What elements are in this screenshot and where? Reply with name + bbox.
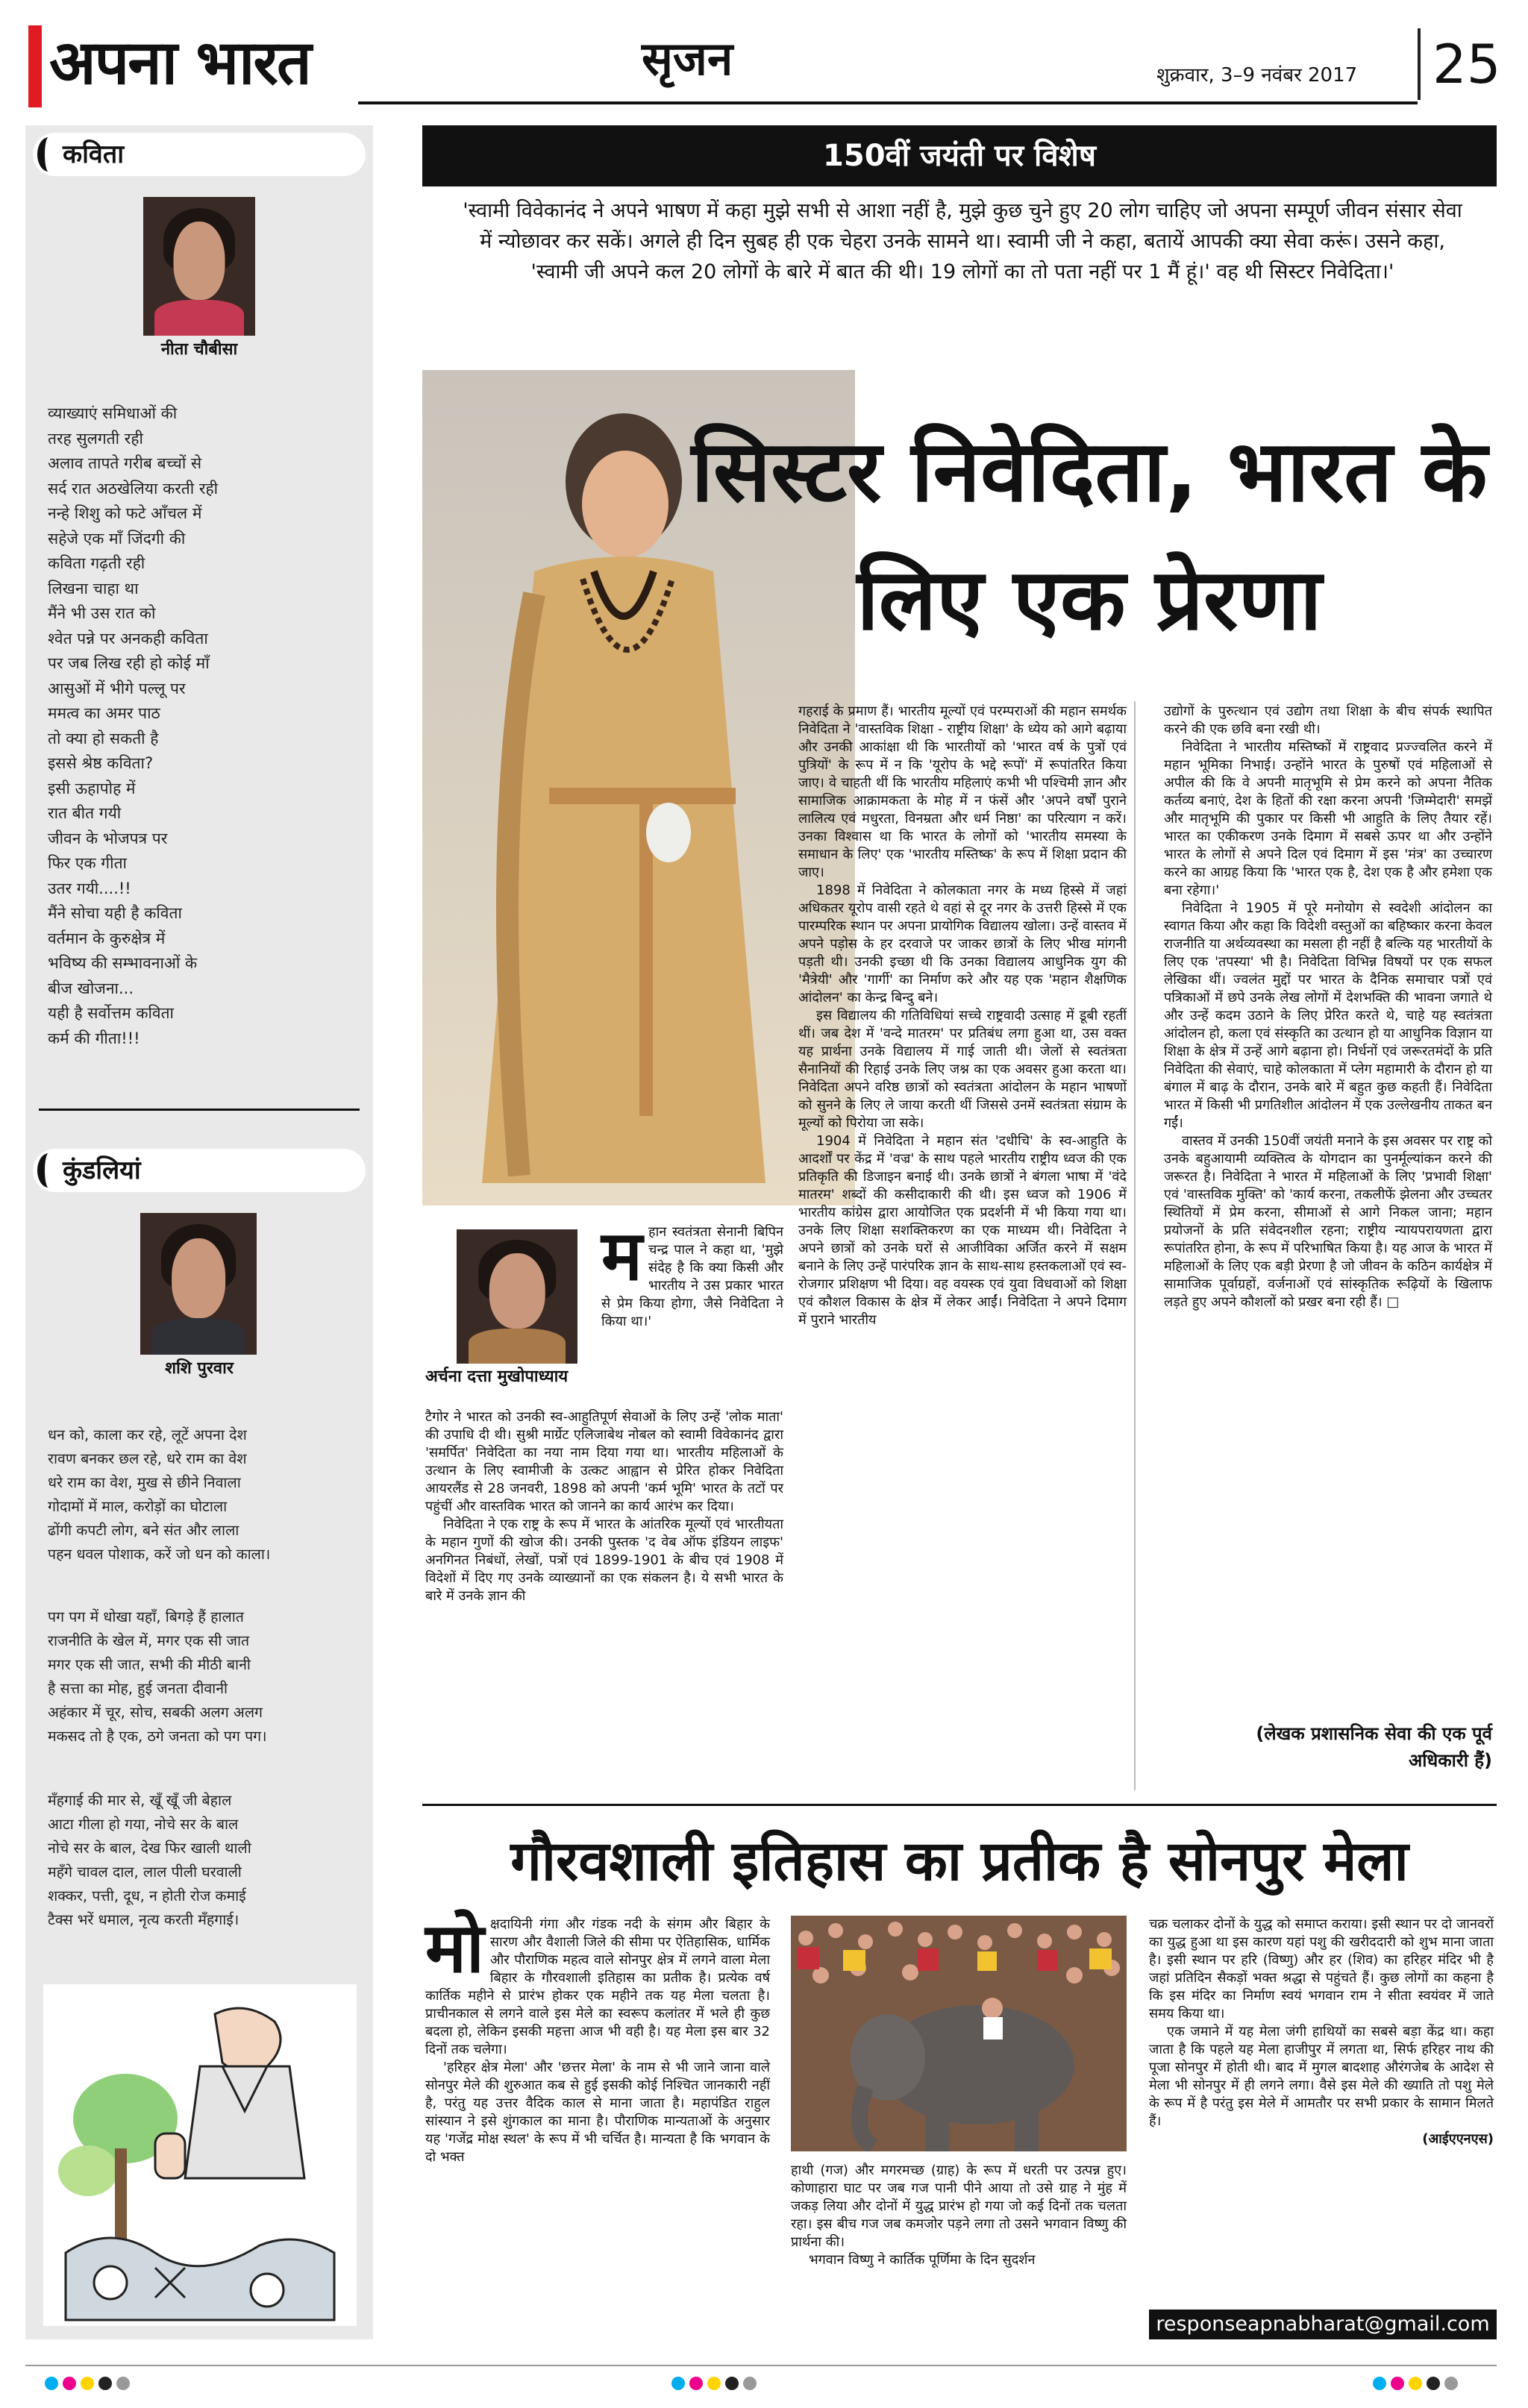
magenta-dot — [689, 2377, 703, 2390]
masthead-separator — [1418, 28, 1421, 100]
sonpur-paragraph-6: एक जमाने में यह मेला जंगी हाथियों का सबसे बड़ा केंद्र था। कहा जाता है कि पहले यह मेला हाजीपुर में लगता था, सिर्फ हरिहर नाथ की पूजा सोनपुर में होती थी। बाद में मुगल बादशाह औरंगजेब के आदेश से मेला भी सोनपुर में ही लगने लगा। वैसे इस मेले की ख्याति तो पशु मेले के रूप में है परंतु इस मेले में आमतौर पर सभी प्रकार के सामान मिलते हैं। — [1149, 2024, 1494, 2129]
column-3-paragraph: उद्योगों के पुरुत्थान एवं उद्योग तथा शिक्षा के बीच संपर्क स्थापित करने की एक छवि बना रखी थी। — [1164, 703, 1492, 737]
registration-marks-right — [1373, 2377, 1462, 2393]
column-2 — [798, 703, 1127, 1329]
black-dot — [1427, 2377, 1440, 2390]
column-2-paragraph-4: 1904 में निवेदिता ने महान संत 'दधीचि' के स्व-आहुति के आदर्शों पर केंद्र में 'वज्र' के साथ पहले भारतीय राष्ट्रीय ध्वज की एक प्रतिकृति की डिजाइन बनाई थी। उनके छात्रों ने बंगला भाषा में 'वंदे मातरम' शब्दों की कसीदाकारी की थी। इस ध्वज को 1906 में भारतीय कांग्रेस द्वारा आयोजित एक प्रदर्शनी में भी किया गया था। उनके लिए शिक्षा सशक्तिकरण का एक माध्यम थी। निवेदिता ने अपने छात्रों को उनके घरों से आजीविका अर्जित करने में सक्षम बनाने के लिए उन्हें पारंपरिक ज्ञान के साथ-साथ हस्तकलाओं एवं स्व-रोजगार प्रशिक्षण भी दिया। वह वयस्क एवं युवा विधवाओं को शिक्षा एवं कौशल विकास के क्षेत्र में लेकर आईं। निवेदिता ने अपने दिमाग में पुराने भारतीय — [798, 1133, 1127, 1328]
column-3-paragraph-2: निवेदिता ने भारतीय मस्तिष्कों में राष्ट्रवाद प्रज्ज्वलित करने में महान भूमिका निभाई। उन्होंने भारत के पुरुषों एवं महिलाओं से अपील की कि वे अपनी मातृभूमि से प्रेम करने को अपना नैतिक कर्तव्य बनाएं, देश के हितों की रक्षा करना अपनी 'जिम्मेदारी' समझें और मातृभूमि की पुकार पर किसी भी आहुति के लिए तैयार रहें। भारत का एकीकरण उनके दिमाग में सबसे ऊपर था और उन्होंने भारत के लोगों से अपने दिल एवं दिमाग में इस 'मंत्र' का उच्चारण करने का आग्रह किया कि 'भारत एक है, देश एक है और हमेशा एक बना रहेगा।' — [1164, 739, 1492, 898]
gray-dot — [116, 2377, 130, 2390]
column-1-paragraph-2: निवेदिता ने एक राष्ट्र के रूप में भारत के आंतरिक मूल्यों एवं भारतीयता के महान गुणों की खोज की। उनकी पुस्तक 'द वेब ऑफ इंडियन लाइफ' अनगिनत निबंधों, लेखों, पत्रों एवं 1899-1901 के बीच एवं 1908 में विदेशों में दिए गए उनके व्याख्यानों का एक संकलन है। ये सभी भारत के बारे में उनके ज्ञान की — [425, 1517, 783, 1604]
column-2-paragraph-3: इस विद्यालय की गतिविधियां सच्चे राष्ट्रवादी उत्साह में डूबी रहतीं थीं। जब देश में 'वन्दे मातरम' पर प्रतिबंध लगा हुआ था, उस वक्त यह प्रार्थना उनके विद्यालय में गाई जाती थी। जेलों से स्वतंत्रता सैनानियों की रिहाई उनके लिए जश्न का एक अवसर हुआ करता था। निवेदिता अपने वरिष्ठ छात्रों को स्वतंत्रता आंदोलन के महान भाषणों को सुनने के लिए ले जाया करती थीं जिससे उनमें स्वतंत्रता संग्राम के मूल्यों को पिरोया जा सके। — [798, 1008, 1127, 1131]
kundaliyan-author-name: शशि पुरवार — [165, 1359, 234, 1378]
kavita-poem: व्याख्याएं समिधाओं की तरह सुलगती रही अलाव तापते गरीब बच्चों से सर्द रात अठखेलिया करती रही नन्हे शिशु को फटे आँचल में सहेजे एक माँ जिंदगी की कविता गढ़ती रही लिखना चाहा था मैंने भी उस रात को श्वेत पन्ने पर अनकही कविता पर जब लिख रही हो कोई माँ आसुओं में भीगे पल्लू पर ममत्व का अमर पाठ तो क्या हो सकती है इससे श्रेष्ठ कविता? इसी ऊहापोह में रात बीत गयी जीवन के भोजपत्र पर फिर एक गीता उतर गयी....!! मैंने सोचा यही है कविता वर्तमान के कुरुक्षेत्र में भविष्य की सम्भावनाओं के बीज खोजना... यही है सर्वोत्तम कविता कर्म की गीता!!! — [48, 404, 219, 1047]
column-1 — [425, 1408, 783, 1605]
kavita-author-photo — [143, 197, 255, 336]
black-dot — [725, 2377, 739, 2390]
sonpur-fair-photo — [791, 1916, 1127, 2151]
sidebar-divider — [39, 1109, 360, 1111]
page-bottom-rule — [25, 2365, 1497, 2366]
sonpur-source: (आईएएनएस) — [1422, 2131, 1494, 2147]
sonpur-headline: गौरवशाली इतिहास का प्रतीक है सोनपुर मेला — [510, 1829, 1409, 1893]
intro-quote: 'स्वामी विवेकानंद ने अपने भाषण में कहा मुझे सभी से आशा नहीं है, मुझे कुछ चुने हुए 20 लोग चाहिए जो अपना सम्पूर्ण जीवन संसार सेवा में न्योछावर कर सकें। अगले ही दिन सुबह ही एक चेहरा उनके सामने था। स्वामी जी ने कहा, बतायें आपकी क्या सेवा करूं। उसने कहा, 'स्वामी जी अपने कल 20 लोगों के बारे में बात की थी। 19 लोगों का तो पता नहीं पर 1 मैं हूं।' वह थी सिस्टर निवेदिता।' — [463, 199, 1462, 283]
kundaliyan-verse-2: पग पग में धोखा यहाँ, बिगड़े हैं हालात राजनीति के खेल में, मगर एक सी जात मगर एक सी जात, सभी की मीठी बानी है सत्ता का मोह, हुई जनता दीवानी अहंकार में चूर, सोच, सबकी अलग अलग मकसद तो है एक, ठगे जनता को पग पग। — [48, 1608, 267, 1745]
registration-marks-center — [671, 2377, 761, 2393]
kavita-author-name: नीता चौबीसा — [160, 340, 238, 359]
sonpur-paragraph-1: क्षदायिनी गंगा और गंडक नदी के संगम और बिहार के सारण और वैशाली जिले की सीमा पर ऐतिहासिक, धार्मिक और पौराणिक महत्व वाले सोनपुर क्षेत्र में लगने वाला मेला बिहार के गौरवशाली इतिहास का प्रतीक है। प्रत्येक वर्ष कार्तिक महीने से प्रारंभ होकर एक महीने तक यह मेला चलता है। प्राचीनकाल से लगने वाले इस मेले का स्वरूप कलांतर में भले ही कुछ बदला हो, लेकिन इसकी महत्ता आज भी वही है। यह मेला इस बार 32 दिनों तक चलेगा। — [425, 1916, 770, 2057]
gray-dot — [743, 2377, 757, 2390]
main-headline: सिस्टर निवेदिता, भारत के लिए एक प्रेरणा — [691, 421, 1488, 649]
column-3-paragraph-3: निवेदिता ने 1905 में पूरे मनोयोग से स्वदेशी आंदोलन का स्वागत किया और कहा कि विदेशी वस्तुओं का बहिष्कार करना केवल राजनीति या अर्थव्यवस्था का मसला ही नहीं है बल्कि यह भारतीयों के लिए एक 'तपस्या' भी है। निवेदिता विभिन्न विषयों पर एक सफल लेखिका थीं। ज्वलंत मुद्दों पर भारत के दैनिक समाचार पत्रों एवं पत्रिकाओं में छपे उनके लेख लोगों में देशभक्ति की भावना जगाते थे और उन्हें कदम उठाने के लिए प्रेरित करते थे, चाहे यह स्वतंत्रता आंदोलन हो, कला एवं संस्कृति का उत्थान हो या आधुनिक विज्ञान या शिक्षा के क्षेत्र में उन्हें आगे बढ़ाना हो। निर्धनों एवं जरूरतमंदों के प्रति निवेदिता की सेवाएं, चाहे कोलकाता में प्लेग महामारी के दौरान हो या बंगाल में बाढ़ के दौरान, उनके बारे में बहुत कुछ कहती हैं। निवेदिता भारत में किसी भी प्रगतिशील आंदोलन में एक उल्लेखनीय ताकत बन गईं। — [1164, 900, 1492, 1131]
column-3 — [1164, 703, 1492, 1311]
column-divider — [1134, 701, 1136, 1790]
registration-marks-left — [45, 2377, 134, 2393]
kundaliyan-verse-1: धन को, काला कर रहे, लूटें अपना देश रावण बनकर छल रहे, धरे राम का वेश धरे राम का वेश, मुख से छीने निवाला गोदामों में माल, करोड़ों का घोटाला ढोंगी कपटी लोग, बने संत और लाला पहन धवल पोशाक, करें जो धन को काला। — [48, 1426, 271, 1563]
sonpur-column-2 — [791, 2162, 1127, 2269]
article-lead — [601, 1216, 783, 1331]
issue-date: शुक्रवार, 3–9 नवंबर 2017 — [1156, 64, 1358, 87]
special-band: 150वीं जयंती पर विशेष — [422, 125, 1497, 186]
page-number: 25 — [1432, 33, 1501, 95]
cyan-dot — [45, 2377, 58, 2390]
author-body-shape — [154, 300, 244, 336]
column-2-paragraph-2: 1898 में निवेदिता ने कोलकाता नगर के मध्य हिस्से में जहां अधिकतर यूरोप वासी रहते थे वहां से दूर नगर के उत्तरी हिस्से में एक पारम्परिक स्थान पर अपना प्रायोगिक विद्यालय खोला। उन्हें वास्तव में अपने पड़ोस के हर दरवाजे पर जाकर छात्रों के लिए भीख मांगनी पड़ती थी। उनकी इच्छा थी कि उनका विद्यालय आधुनिक युग की 'मैत्रेयी' और 'गार्गी' का निर्माण करे और यह एक 'महान शैक्षणिक आंदोलन' का केन्द्र बिन्दु बने। — [798, 882, 1127, 1006]
section-title: सृजन — [642, 31, 733, 86]
author-body-shape — [152, 1318, 245, 1355]
magenta-dot — [63, 2377, 76, 2390]
lead-paragraph: हान स्वतंत्रता सेनानी बिपिन चन्द्र पाल ने कहा था, 'मुझे संदेह है कि क्या किसी और भारतीय ने उस प्रकार भारत से प्रेम किया होगा, जैसे निवेदिता ने किया था।' — [601, 1224, 783, 1329]
cartoon-illustration — [43, 1984, 357, 2326]
kundaliyan-label: कुंडलियां — [33, 1149, 366, 1192]
yellow-dot — [81, 2377, 94, 2390]
cartoon-drawing — [43, 1984, 357, 2326]
yellow-dot — [1409, 2377, 1422, 2390]
black-dot — [98, 2377, 112, 2390]
response-email: responseapnabharat@gmail.com — [1149, 2310, 1497, 2339]
author-face-shape — [489, 1253, 545, 1329]
newspaper-brand: अपना भारत — [49, 28, 310, 98]
article-author-name: अर्चना दत्ता मुखोपाध्याय — [425, 1367, 569, 1386]
end-mark: □ — [1386, 1294, 1400, 1310]
cyan-dot — [671, 2377, 685, 2390]
column-1-paragraph: टैगोर ने भारत को उनकी स्व-आहुतिपूर्ण सेवाओं के लिए उन्हें 'लोक माता' की उपाधि दी थी। सुश्री मार्ग्रेट एलिजाबेथ नोबल को स्वामी विवेकानंद द्वारा 'समर्पित' निवेदिता का नया नाम दिया गया था। भारतीय महिलाओं के उत्थान के लिए स्वामीजी के उत्कट आह्वान से प्रेरित होकर निवेदिता आयरलैंड से 28 जनवरी, 1898 को अपनी 'कर्म भूमि' भारत के तटों पर पहुंचीं और वास्तविक भारत को जानने का कार्य आरंभ कर दिया। — [425, 1409, 783, 1514]
sonpur-paragraph-3: हाथी (गज) और मगरमच्छ (ग्राह) के रूप में धरती पर उत्पन्न हुए। कोणाहारा घाट पर जब गज पानी पीने आया तो उसे ग्राह ने मुंह में जकड़ लिया और दोनों में युद्ध प्रारंभ हो गया जो कई दिनों तक चलता रहा। इस बीच गज जब कमजोर पड़ने लगा तो उसने भगवान विष्णु की प्रार्थना की। — [791, 2163, 1127, 2250]
cyan-dot — [1373, 2377, 1386, 2390]
yellow-dot — [707, 2377, 721, 2390]
sonpur-paragraph-4: भगवान विष्णु ने कार्तिक पूर्णिमा के दिन सुदर्शन — [809, 2252, 1036, 2268]
magenta-dot — [1391, 2377, 1404, 2390]
brand-accent-bar — [28, 25, 42, 107]
sonpur-column-3 — [1149, 1916, 1494, 2148]
drop-cap: म — [601, 1216, 643, 1296]
kavita-label: कविता — [33, 133, 366, 176]
sonpur-paragraph-2: 'हरिहर क्षेत्र मेला' और 'छत्तर मेला' के नाम से भी जाने जाना वाले सोनपुर मेले की शुरुआत कब से हुई इसकी कोई निश्चित जानकारी नहीं है, परंतु यह उत्तर वैदिक काल से माना जाता है। महापंडित राहुल सांस्यान ने इसे शुंगकाल का माना है। पौराणिक मान्यताओं के अनुसार यह 'गजेंद्र मोक्ष स्थल' के रूप में भी चर्चित है। मान्यता है कि भगवान के दो भक्त — [425, 2060, 770, 2165]
masthead-rule — [358, 101, 1418, 104]
author-body-shape — [469, 1329, 566, 1364]
sonpur-column-1 — [425, 1908, 770, 2166]
column-2-paragraph: गहराई के प्रमाण हैं। भारतीय मूल्यों एवं परम्पराओं की महान समर्थक निवेदिता ने 'वास्तविक शिक्षा - राष्ट्रीय शिक्षा' के ध्येय को आगे बढ़ाया और उनकी आकांक्षा थी कि भारतीयों को 'भारत वर्ष के पुत्रों एवं पुत्रियों' के रूप में न कि 'यूरोप के भद्दे रूपों' में रूपांतरित किया जाए। वे चाहती थीं कि भारतीय महिलाएं कभी भी पश्चिमी ज्ञान और सामाजिक आक्रामकता के मोह में न फंसें और 'अपने वर्षों पुराने लालित्य एवं मधुरता, विनम्रता और धर्म निष्ठा' का परित्याग न करें। उनका विश्वास था कि भारत के लोगों को 'भारतीय समस्या के समाधान के लिए' एक 'भारतीय मस्तिष्क' के रूप में शिक्षा प्रदान की जाए। — [798, 703, 1127, 880]
article-author-photo — [457, 1229, 577, 1364]
author-face-shape — [174, 222, 225, 299]
kundaliyan-author-photo — [140, 1213, 257, 1355]
kundaliyan-verse-3: मँहगाई की मार से, खूँ खूँ जी बेहाल आटा गीला हो गया, नोचे सर के बाल नोचे सर के बाल, देख फिर खाली थाली महँगे चावल दाल, लाल पीली घरवाली शक्कर, पत्ती, दूध, न होती रोज कमाई टैक्स भरें धमाल, नृत्य करती मँहगाई। — [48, 1792, 251, 1928]
sonpur-drop-cap: मो — [425, 1908, 484, 1988]
column-3-paragraph-4-text: वास्तव में उनकी 150वीं जयंती मनाने के इस अवसर पर राष्ट्र को उनके बहुआयामी व्यक्तित्व के योगदान का पुनर्मूल्यांकन करने की जरूरत है। निवेदिता ने भारत में महिलाओं के लिए 'प्रभावी शिक्षा' एवं 'वास्तविक मुक्ति' को 'कार्य करना, तकलीफें झेलना और उच्चतर स्थितियों में प्रेम करना, सीमाओं से आगे निकल जाना; महान प्रयोजनों के प्रति संवेदनशील रहना; राष्ट्रीय न्यायपरायणता द्वारा रूपांतरित होना, के रूप में परिभाषित किया है। यह आज के भारत में महिलाओं के लिए एक बड़ी प्रेरणा है जो जीवन के कठिन कार्यक्षेत्र में सामाजिक पूर्वाग्रहों, वर्जनाओं एवं सांस्कृतिक रूढ़ियों के खिलाफ लड़ते हुए अपने कौशलों को प्रखर बना रही हैं। — [1164, 1133, 1492, 1310]
fair-crowd-drawing — [791, 1916, 1127, 2151]
gray-dot — [1444, 2377, 1458, 2390]
article-divider — [422, 1804, 1497, 1806]
sonpur-paragraph-5: चक्र चलाकर दोनों के युद्ध को समाप्त कराया। इसी स्थान पर दो जानवरों का युद्ध हुआ था इस कारण यहां पशु की खरीददारी को शुभ माना जाता है। इसी स्थान पर हरि (विष्णु) और हर (शिव) का हरिहर मंदिर भी है जहां प्रतिदिन सैकड़ों भक्त श्रद्धा से पहुंचते हैं। कुछ लोगों का कहना है कि इस मंदिर का निर्माण स्वयं भगवान राम ने सीता स्वयंवर में जाते समय किया था। — [1149, 1916, 1494, 2022]
column-3-paragraph-4 — [1164, 1132, 1492, 1311]
author-credit: (लेखक प्रशासनिक सेवा की एक पूर्व अधिकारी हैं) — [1256, 1723, 1492, 1771]
author-face-shape — [172, 1238, 225, 1317]
sidebar — [25, 125, 373, 2339]
